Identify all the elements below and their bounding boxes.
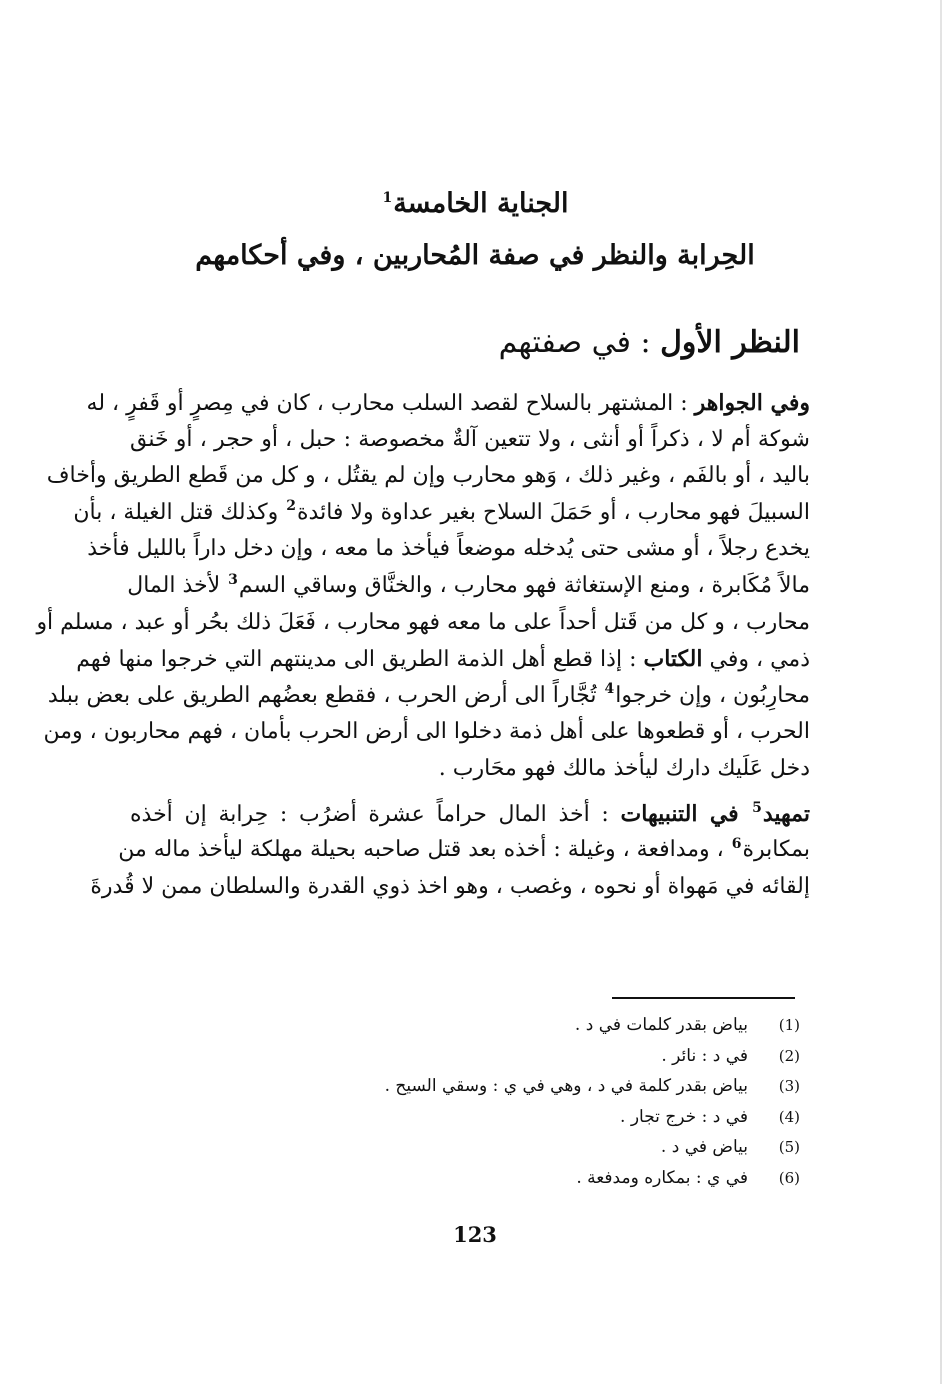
text-line xyxy=(90,869,810,906)
line-text-after: : أخذ المال حراماً عشرة أضرُب : حِرابة إن أخذه xyxy=(130,801,621,827)
text-line xyxy=(47,678,810,715)
keyword: تمهيد xyxy=(762,800,810,827)
keyword: في التنبيهات xyxy=(620,800,752,827)
footnote-text: بياض بقدر كلمة في د ، وهي في ي : وسقي السيح . xyxy=(384,1076,748,1096)
footnote-number: (4) xyxy=(778,1107,800,1126)
line-text: الحرب ، أو قطعوها على أهل ذمة دخلوا الى أرض الحرب بأمان ، فهم محاربون ، ومن xyxy=(43,719,810,745)
line-text-after: وكذلك قتل الغيلة ، بأن xyxy=(73,499,286,525)
text-line xyxy=(130,751,810,788)
text-line xyxy=(46,458,810,495)
line-text: بمكابرة xyxy=(742,837,810,863)
line-text: إلقائه في مَهواة أو نحوه ، وغصب ، وهو اخذ ذوي القدرة والسلطان ممن لا قُدرةَ xyxy=(90,873,810,899)
body-text xyxy=(36,385,810,905)
footnote-item xyxy=(300,1071,800,1102)
line-text: يخدع رجلاً ، أو مشى حتى يُدخله موضعاً فيأخذ ما معه ، وإن دخل داراً بالليل فأخذ xyxy=(87,536,810,562)
line-text: محارب ، و كل من قَتل أحداً على ما معه فهو محارب ، فَعَلَ ذلك بحُر أو عبد ، مسلم أو xyxy=(36,609,810,635)
footnote-number: (5) xyxy=(778,1138,800,1156)
line-text-after: تُجَّاراً الى أرض الحرب ، فقطع بعضُهم الطريق على بعض ببلد xyxy=(47,682,604,708)
footnote-text: في د : نائر . xyxy=(661,1045,748,1066)
footnote-number: (3) xyxy=(778,1077,800,1095)
section-heading-rest: : في صفتهم xyxy=(498,325,661,360)
footnote-item xyxy=(300,1163,800,1194)
footnote-marker: 4 xyxy=(604,681,615,698)
chapter-title-footnote-marker: 1 xyxy=(382,190,393,206)
footnote-item xyxy=(300,1102,800,1133)
chapter-title xyxy=(130,188,820,219)
line-text-after: لأخذ المال xyxy=(127,572,228,598)
line-text: ذمي ، وفي xyxy=(702,647,810,673)
chapter-title-text: الجناية الخامسة xyxy=(393,188,569,219)
text-line xyxy=(87,531,810,568)
footnote-number: (2) xyxy=(778,1046,800,1065)
footnote-text: في د : خرج تجار . xyxy=(620,1106,748,1127)
footnote-item xyxy=(300,1132,800,1163)
text-line xyxy=(130,422,810,459)
line-text: : المشتهر بالسلاح لقصد السلب محارب ، كان في مِصرٍ أو قَفرٍ ، له xyxy=(86,391,695,416)
footnote-marker: 5 xyxy=(752,800,762,817)
line-text: دخل عَلَيك دارك ليأخذ مالك فهو محَارب . xyxy=(438,755,810,781)
footnotes-list xyxy=(300,1010,800,1193)
footnote-item xyxy=(300,1010,800,1041)
footnote-number: (6) xyxy=(778,1168,800,1187)
text-line xyxy=(118,832,810,869)
keyword: الكتاب xyxy=(643,646,703,673)
footnote-marker: 2 xyxy=(286,498,297,515)
line-text: باليد ، أو بالفَم ، وغير ذلك ، وَهو محارب وإن لم يقتُل ، و كل من قَطع الطريق وأخاف xyxy=(46,463,810,489)
text-line xyxy=(76,641,810,678)
line-text: السبيلَ فهو محارب ، أو حَمَلَ السلاح بغير عداوة ولا فائدة xyxy=(297,499,810,525)
line-text-after: : إذا قطع أهل الذمة الطريق الى مدينتهم التي خرجوا منها فهم xyxy=(76,647,644,673)
line-text-after: ، ومدافعة ، وغيلة : أخذه بعد قتل صاحبه بحيلة مهلكة ليأخذ ماله من xyxy=(118,837,731,863)
footnote-text: بياض في د . xyxy=(660,1137,748,1157)
paragraph-1 xyxy=(36,385,810,788)
text-line xyxy=(130,796,810,833)
footnote-marker: 6 xyxy=(731,835,742,852)
text-line xyxy=(73,495,810,532)
footnote-item xyxy=(300,1041,800,1072)
line-text: محارِبُون ، وإن خرجوا xyxy=(615,682,810,708)
scan-edge-shadow xyxy=(940,0,942,1384)
section-heading xyxy=(140,325,800,360)
text-line xyxy=(86,385,810,422)
footnote-separator xyxy=(612,997,795,999)
keyword: وفي الجواهر xyxy=(694,390,810,416)
line-text: شوكة أم لا ، ذكراً أو أنثى ، ولا تتعين آلةٌ مخصوصة : حبل ، أو حجر ، أو خَنق xyxy=(130,426,810,452)
line-text: مالاً مُكَابرة ، ومنع الإستغاثة فهو محارب ، والخنَّاق وساقي السم xyxy=(238,572,810,598)
text-line xyxy=(36,605,810,642)
chapter-subtitle: الحِرابة والنظر في صفة المُحاربين ، وفي أحكامهم xyxy=(195,240,755,271)
section-heading-bold: النظر الأول xyxy=(660,325,800,360)
footnote-marker: 3 xyxy=(228,571,238,588)
footnote-text: بياض بقدر كلمات في د . xyxy=(574,1015,748,1035)
paragraph-2 xyxy=(90,796,810,906)
text-line xyxy=(43,714,810,751)
page-number: 123 xyxy=(453,1222,497,1247)
footnote-text: في ي : بمكاره ومدفعة . xyxy=(576,1167,748,1188)
footnote-number: (1) xyxy=(778,1016,800,1034)
text-line xyxy=(127,568,810,605)
